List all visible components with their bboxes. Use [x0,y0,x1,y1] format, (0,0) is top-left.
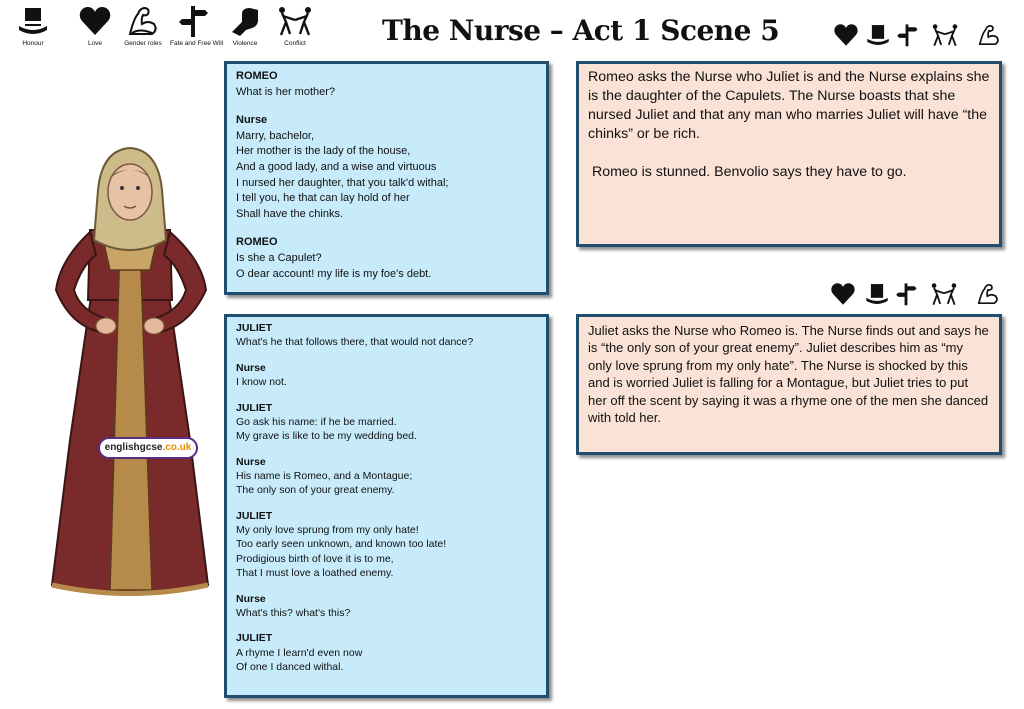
speaker-name: Nurse [236,592,266,605]
theme-gender-roles [120,4,166,48]
script-line: Is she a Capulet? [236,251,322,264]
script-line: The only son of your great enemy. [236,484,395,497]
summary-paragraph: Romeo asks the Nurse who Juliet is and the Nurse explains she is the daughter of the Capulets. The Nurse boasts that she nursed Juliet and that any man who marries Juliet will have “the chinks” or be rich. [588,69,990,142]
speaker-name: JULIET [236,632,273,645]
speaker-name: JULIET [236,322,273,334]
script-block [236,235,537,282]
script-line: I know not. [236,376,287,389]
script-line: My only love sprung from my only hate! [236,524,419,537]
flexing-arm-icon [977,22,1001,48]
summary-paragraph: Juliet asks the Nurse who Romeo is. The Nurse finds out and says he is “the only son of your great enemy”. Juliet describes him as “my only love sprung from my only hate”. The Nurse is shocked by this and is worried Juliet is falling for a Montague, but Juliet tries to put her off the scent by saying it was a rhyme one of the men she danced with told her. [588,323,989,426]
top-hat-icon [864,281,890,307]
badge-domain: .co.uk [162,442,192,453]
summary-panel-1 [576,61,1002,247]
heart-icon [78,4,112,38]
theme-honour [10,4,56,48]
theme-label: Violence [232,40,258,47]
script-line: O dear account! my life is my foe's debt. [236,267,432,280]
theme-fate-free-will [170,4,224,48]
script-line: I tell you, he that can lay hold of her [236,192,410,205]
tug-of-war-icon [275,4,315,38]
script-block [236,321,537,349]
nurse-illustration [40,140,220,600]
script-block [236,631,537,674]
script-line: A rhyme I learn'd even now [236,646,363,659]
theme-icon-row-1 [833,22,1003,48]
theme-violence [222,4,268,48]
script-line: I nursed her daughter, that you talk'd withal; [236,176,449,189]
signpost-icon [895,22,919,48]
script-line: What is her mother? [236,85,336,98]
script-line: Marry, bachelor, [236,129,315,142]
script-line: His name is Romeo, and a Montague; [236,470,413,483]
tug-of-war-icon [924,281,964,307]
script-line: And a good lady, and a wise and virtuous [236,160,437,173]
script-block [236,509,537,580]
speaker-name: Nurse [236,361,266,374]
site-badge [98,437,198,459]
top-hat-icon [16,4,50,38]
script-line: What's this? what's this? [236,606,351,619]
theme-label: Fate and Free Will [170,40,224,47]
heart-icon [833,22,859,48]
theme-love [72,4,118,48]
script-block [236,401,537,444]
theme-label: Conflict [284,40,306,47]
script-block [236,113,537,222]
summary-paragraph: Romeo is stunned. Benvolio says they have to go. [588,164,907,180]
script-line: My grave is like to be my wedding bed. [236,430,417,443]
tug-of-war-icon [925,22,965,48]
speaker-name: JULIET [236,510,273,523]
theme-icon-row-2 [830,281,1000,307]
speaker-name: ROMEO [236,70,278,82]
speaker-name: ROMEO [236,236,278,249]
summary-panel-2 [576,314,1002,455]
script-line: Shall have the chinks. [236,207,344,220]
theme-label: Love [87,40,103,47]
page-title: The Nurse – Act 1 Scene 5 [382,14,780,47]
signpost-icon [176,4,210,38]
speaker-name: JULIET [236,401,273,414]
speaker-name: Nurse [236,114,268,127]
flexing-arm-icon [126,4,160,38]
theme-legend [10,4,330,54]
badge-main: englishgcse [104,442,163,453]
top-hat-icon [865,22,891,48]
script-line: What's he that follows there, that would not dance? [236,336,474,349]
script-block [236,361,537,389]
heart-icon [830,281,856,307]
script-line: Her mother is the lady of the house, [236,145,411,158]
script-line: Of one I danced withal. [236,660,344,673]
theme-label: Honour [22,40,44,47]
script-line: That I must love a loathed enemy. [236,566,394,579]
script-line: Too early seen unknown, and known too late! [236,538,447,551]
script-line: Prodigious birth of love it is to me, [236,552,394,565]
theme-conflict [272,4,318,48]
script-line: Go ask his name: if he be married. [236,416,397,429]
script-block [236,455,537,498]
script-block [236,592,537,620]
script-panel-1 [224,61,549,295]
flexing-arm-icon [976,281,1000,307]
signpost-icon [894,281,918,307]
script-block [236,69,537,100]
speaker-name: Nurse [236,455,266,468]
fist-icon [228,4,262,38]
theme-label: Gender roles [124,40,162,47]
script-panel-2 [224,314,549,698]
